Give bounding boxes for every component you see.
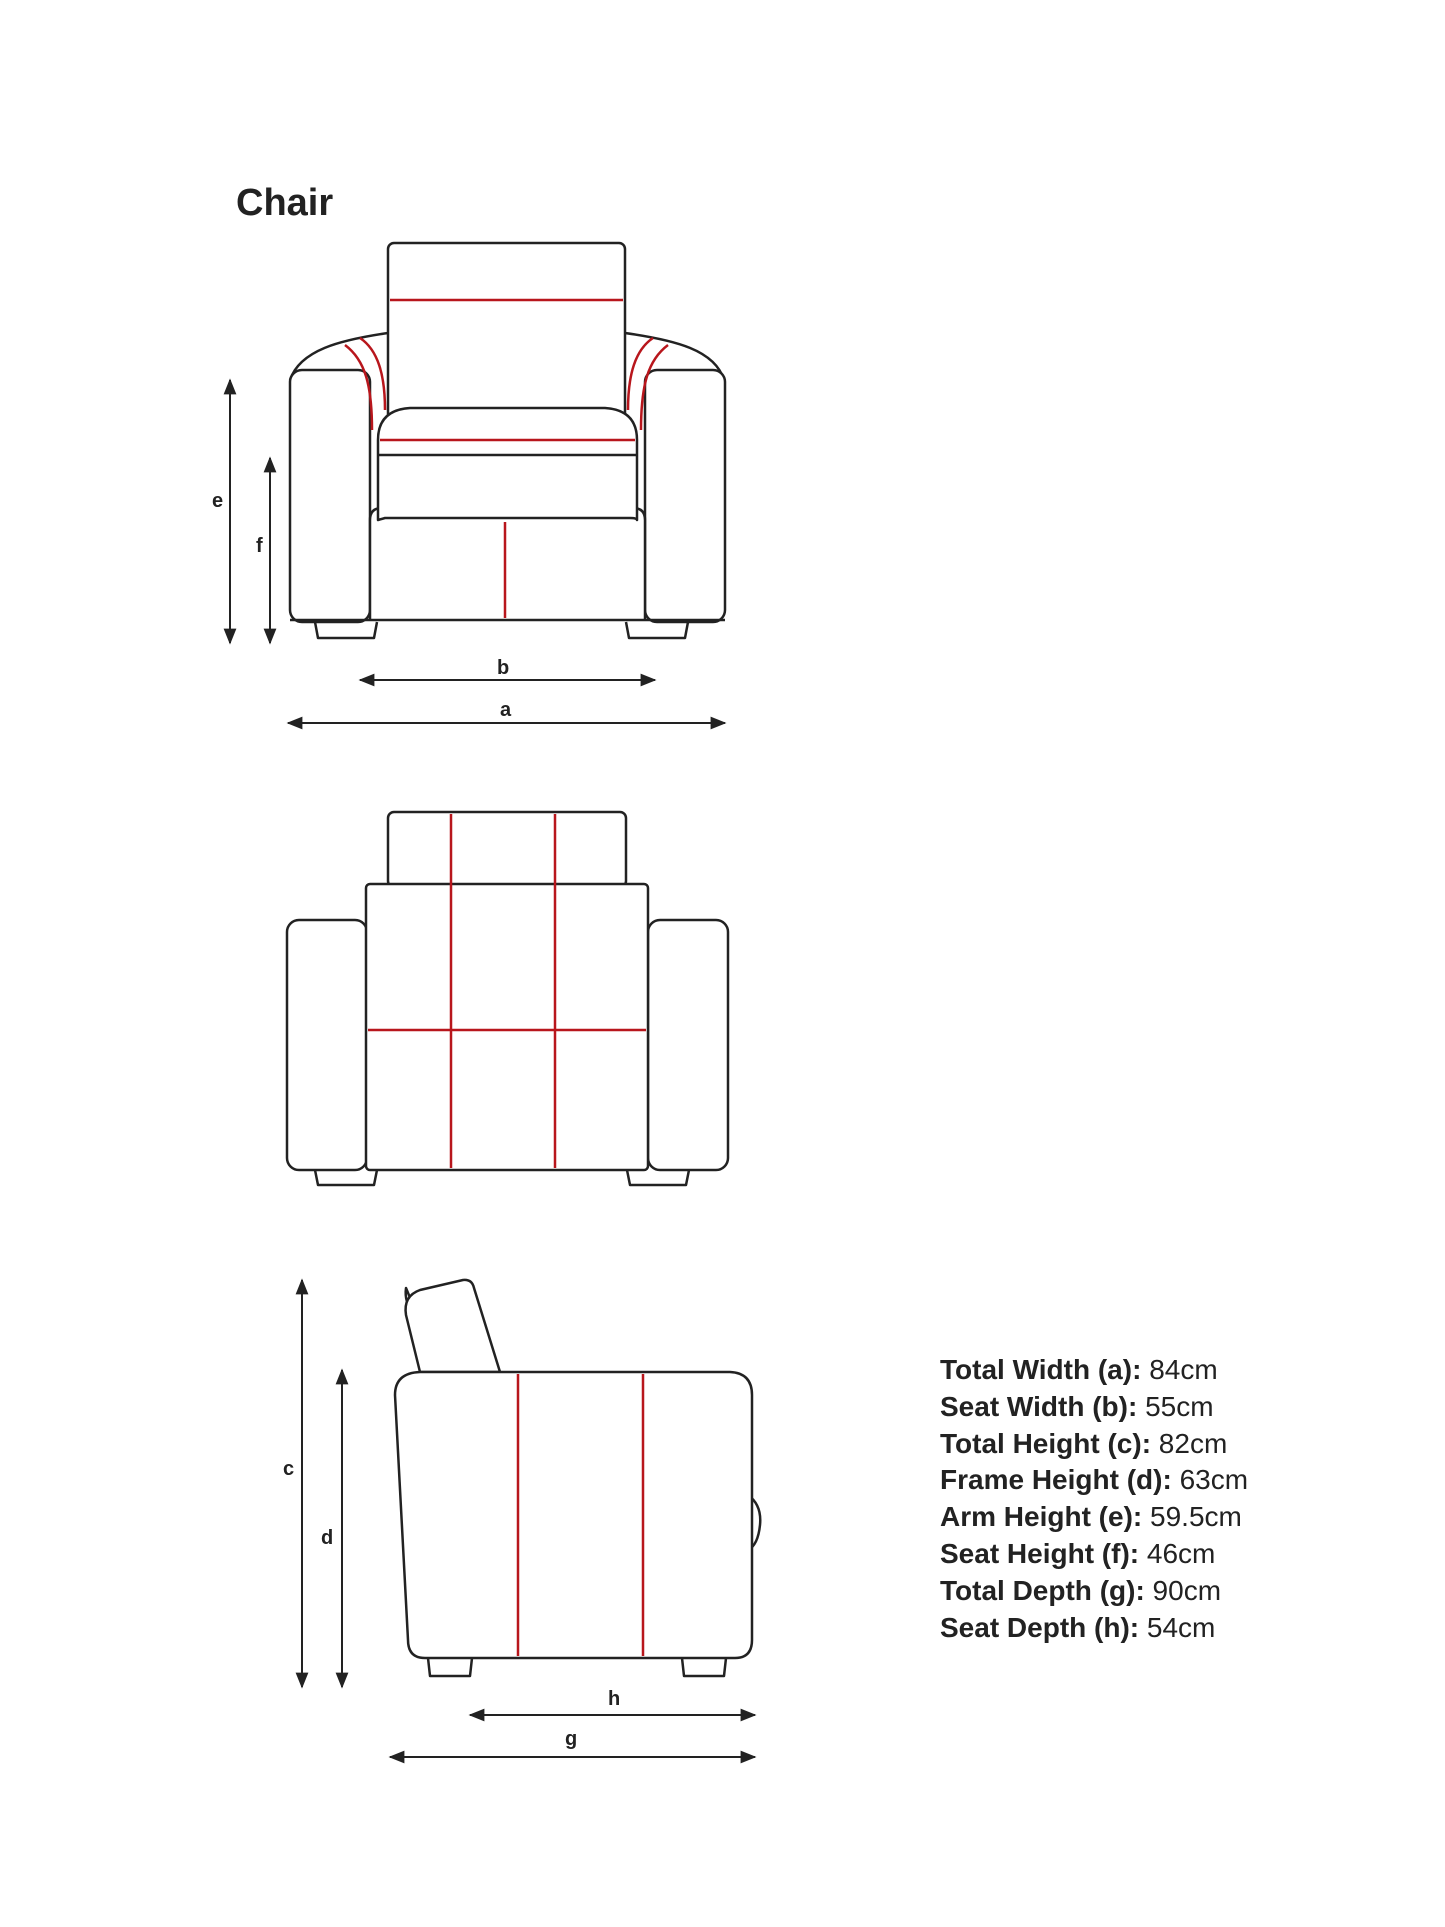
page-title: Chair (236, 182, 334, 224)
spec-frame-height: Frame Height (d): 63cm (940, 1464, 1249, 1496)
label-g: g (565, 1728, 578, 1750)
spec-arm-height: Arm Height (e): 59.5cm (940, 1501, 1242, 1533)
label-h: h (608, 1688, 621, 1710)
front-seat-cushion (378, 408, 637, 520)
front-right-foot (626, 622, 688, 638)
front-left-foot (315, 622, 377, 638)
side-headrest (406, 1280, 500, 1372)
spec-seat-height: Seat Height (f): 46cm (940, 1537, 1216, 1569)
label-c: c (283, 1458, 295, 1480)
spec-total-height: Total Height (c): 82cm (940, 1427, 1228, 1459)
label-e: e (212, 490, 224, 512)
dimension-specs (940, 1352, 1248, 1646)
side-back-foot (682, 1658, 726, 1676)
back-view (287, 812, 728, 1185)
label-f: f (256, 535, 263, 557)
side-front-foot (428, 1658, 472, 1676)
back-right-arm (648, 920, 728, 1170)
front-right-arm (645, 370, 725, 622)
label-a: a (500, 699, 512, 721)
back-left-arm (287, 920, 367, 1170)
back-right-foot (627, 1170, 689, 1185)
front-back-cushion (388, 243, 625, 423)
side-body (395, 1372, 752, 1658)
back-panel (366, 884, 648, 1170)
spec-total-depth: Total Depth (g): 90cm (940, 1574, 1222, 1606)
spec-seat-width: Seat Width (b): 55cm (940, 1390, 1214, 1422)
side-view (395, 1280, 760, 1676)
back-left-foot (315, 1170, 377, 1185)
label-d: d (321, 1527, 334, 1549)
label-b: b (497, 657, 510, 679)
spec-total-width: Total Width (a): 84cm (940, 1354, 1218, 1385)
spec-seat-depth: Seat Depth (h): 54cm (940, 1611, 1216, 1643)
front-left-arm (290, 370, 370, 622)
back-headrest (388, 812, 626, 887)
front-base (370, 508, 645, 620)
